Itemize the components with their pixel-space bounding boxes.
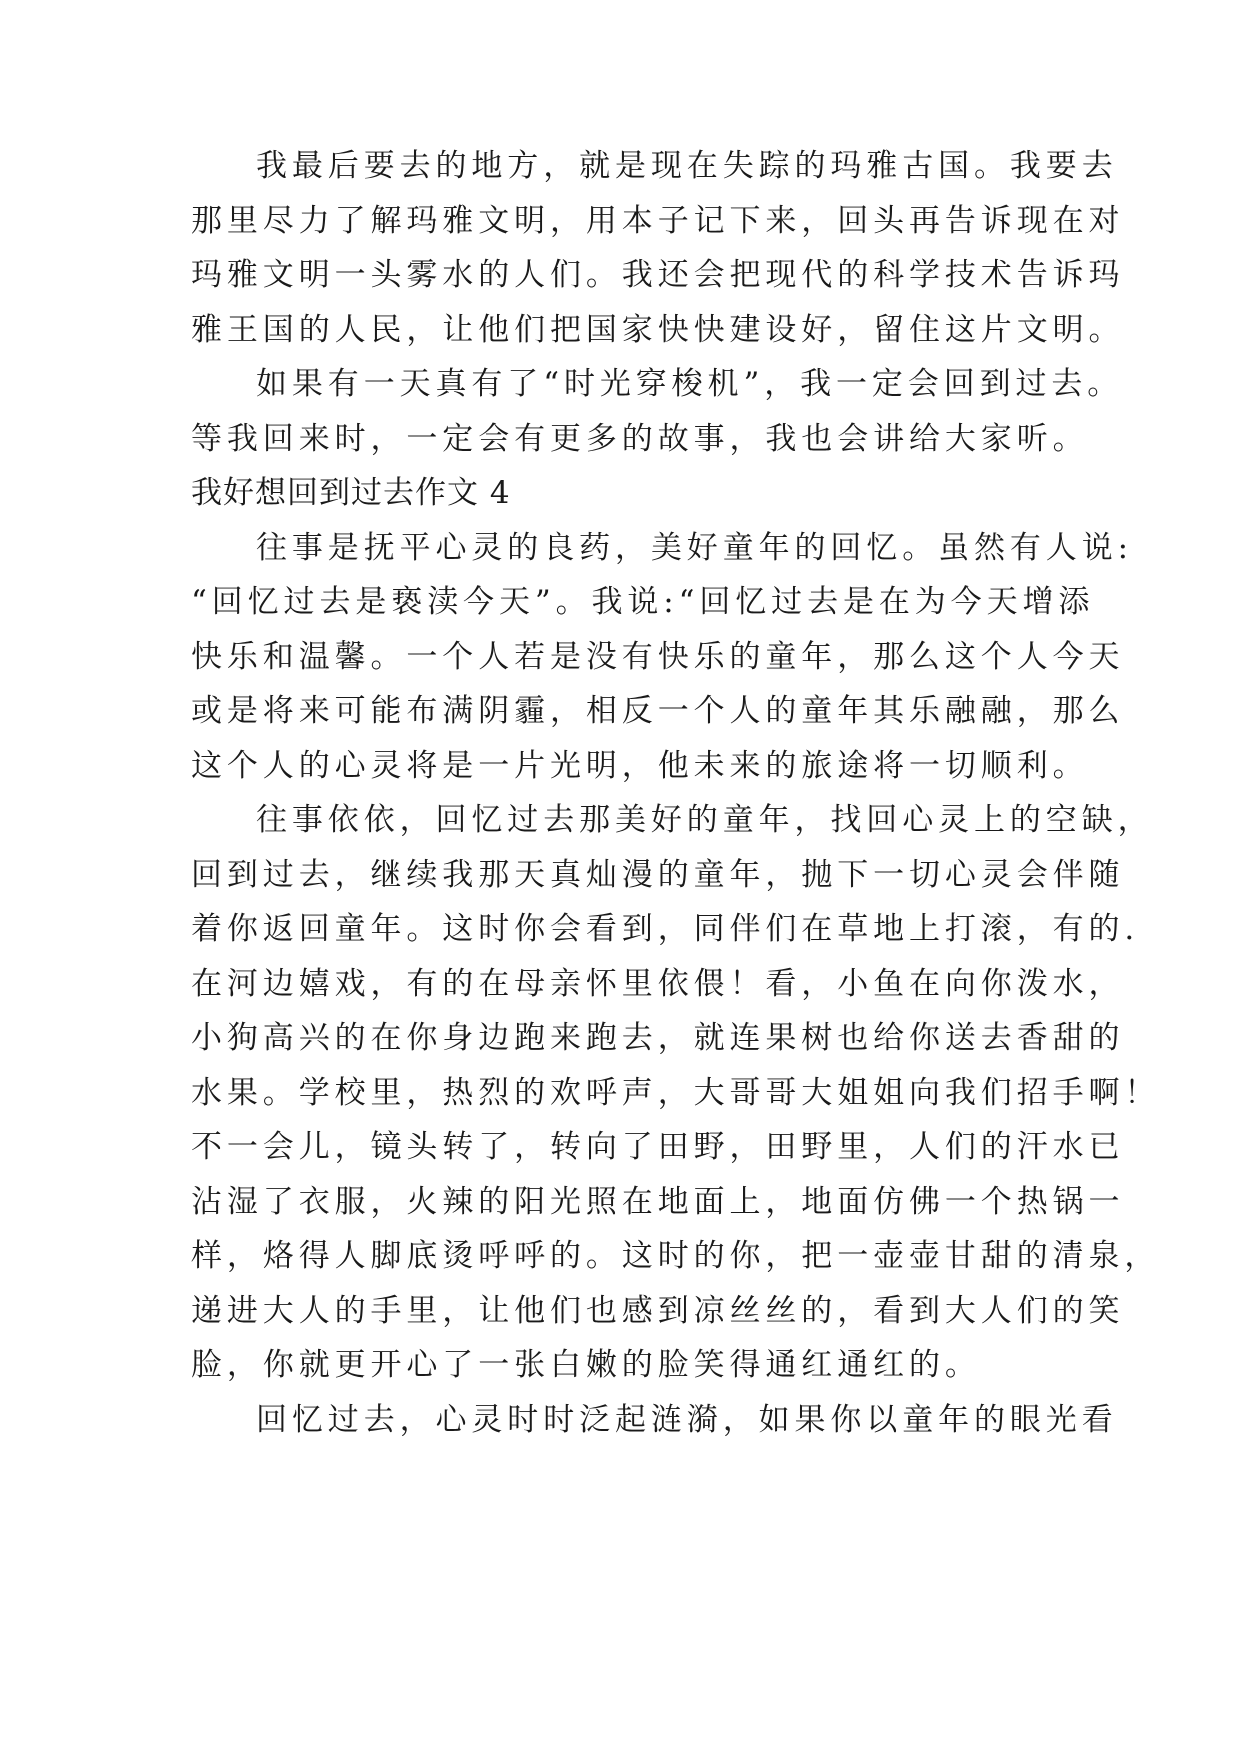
- text-line: “回忆过去是亵渎今天”。我说:“回忆过去是在为今天增添: [191, 584, 1095, 620]
- section-heading: 我好想回到过去作文 4: [191, 475, 511, 511]
- text-line: 雅王国的人民，让他们把国家快快建设好，留住这片文明。: [191, 312, 1125, 348]
- text-line: 水果。学校里，热烈的欢呼声，大哥哥大姐姐向我们招手啊！: [191, 1075, 1161, 1111]
- text-line: 小狗高兴的在你身边跑来跑去，就连果树也给你送去香甜的: [191, 1020, 1125, 1056]
- text-line: 脸，你就更开心了一张白嫩的脸笑得通红通红的。: [191, 1347, 981, 1383]
- text-line: 这个人的心灵将是一片光明，他未来的旅途将一切顺利。: [191, 748, 1089, 784]
- text-line: 往事是抚平心灵的良药，美好童年的回忆。虽然有人说:: [256, 530, 1133, 566]
- text-line: 沾湿了衣服，火辣的阳光照在地面上，地面仿佛一个热锅一: [191, 1184, 1125, 1220]
- text-line: 回忆过去，心灵时时泛起涟漪，如果你以童年的眼光看: [256, 1402, 1118, 1438]
- text-line: 那里尽力了解玛雅文明，用本子记下来，回头再告诉现在对: [191, 203, 1125, 239]
- text-line: 等我回来时，一定会有更多的故事，我也会讲给大家听。: [191, 421, 1089, 457]
- text-line: 我最后要去的地方，就是现在失踪的玛雅古国。我要去: [256, 148, 1118, 184]
- text-line: 往事依依，回忆过去那美好的童年，找回心灵上的空缺，: [256, 802, 1154, 838]
- text-line: 回到过去，继续我那天真灿漫的童年，抛下一切心灵会伴随: [191, 857, 1125, 893]
- text-line: 不一会儿，镜头转了，转向了田野，田野里，人们的汗水已: [191, 1129, 1125, 1165]
- text-line: 样，烙得人脚底烫呼呼的。这时的你，把一壶壶甘甜的清泉，: [191, 1238, 1161, 1274]
- text-line: 递进大人的手里，让他们也感到凉丝丝的，看到大人们的笑: [191, 1293, 1125, 1329]
- text-line: 在河边嬉戏，有的在母亲怀里依偎！看，小鱼在向你泼水，: [191, 966, 1125, 1002]
- text-line: 玛雅文明一头雾水的人们。我还会把现代的科学技术告诉玛: [191, 257, 1125, 293]
- text-line: 着你返回童年。这时你会看到，同伴们在草地上打滚，有的.: [191, 911, 1140, 947]
- text-line: 如果有一天真有了“时光穿梭机”，我一定会回到过去。: [256, 366, 1124, 402]
- text-line: 或是将来可能布满阴霾，相反一个人的童年其乐融融，那么: [191, 693, 1125, 729]
- text-line: 快乐和温馨。一个人若是没有快乐的童年，那么这个人今天: [191, 639, 1125, 675]
